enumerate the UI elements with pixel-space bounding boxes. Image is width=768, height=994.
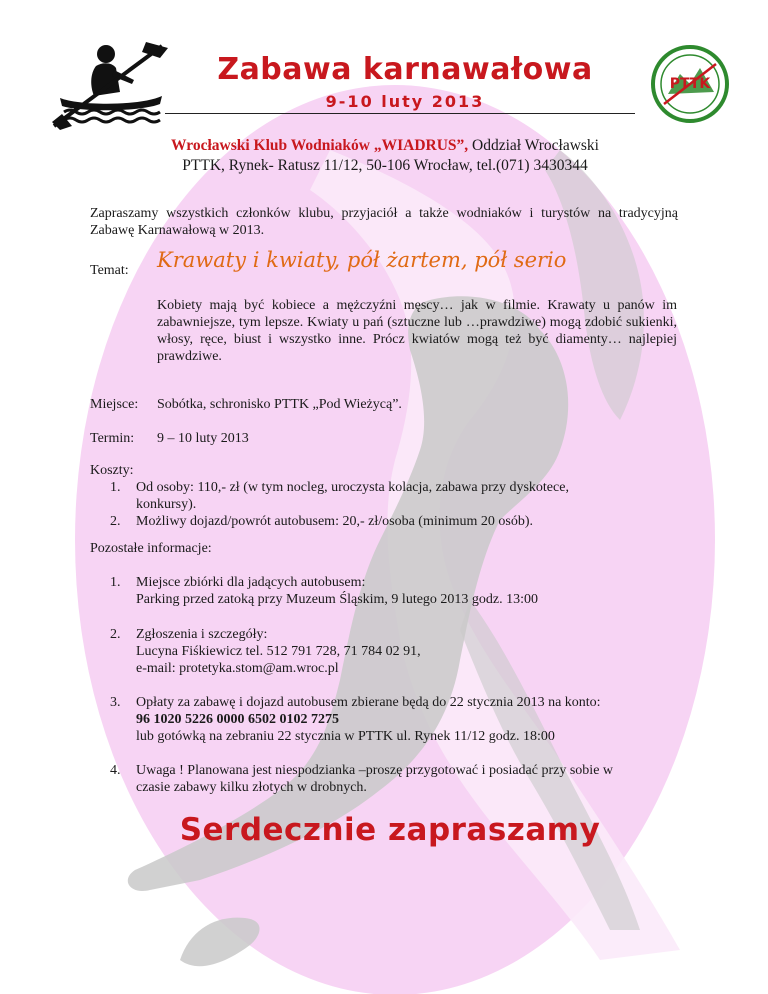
miejsce-value: Sobótka, schronisko PTTK „Pod Wieżycą”. [157,397,402,412]
koszty-item-1-line-1: Od osoby: 110,- zł (w tym nocleg, uroczysta kolacja, zabawa przy dyskotece, [136,480,569,495]
pozostale-item-2 [136,626,676,677]
list-number: 2. [110,514,121,529]
termin-label: Termin: [90,431,135,446]
item-line: Parking przed zatoką przy Muzeum Śląskim, 9 lutego 2013 godz. 13:00 [136,592,539,607]
item-line: Miejsce zbiórki dla jadących autobusem: [136,575,366,590]
item-line: lub gotówką na zebraniu 22 stycznia w PTTK ul. Rynek 11/12 godz. 18:00 [136,729,555,744]
list-number: 2. [110,627,121,642]
kayaker-logo-icon [50,40,170,130]
organizer-address: PTTK, Rynek- Ratusz 11/12, 50-106 Wrocław, tel.(071) 3430344 [182,157,588,174]
item-line: Zgłoszenia i szczegóły: [136,627,268,642]
organizer-line-1 [100,136,670,156]
temat-value: Krawaty i kwiaty, pół żartem, pół serio [157,248,567,272]
event-title: Zabawa karnawałowa [217,52,593,87]
miejsce-label: Miejsce: [90,397,139,412]
item-line: Opłaty za zabawę i dojazd autobusem zbierane będą do 22 stycznia 2013 na konto: [136,695,601,710]
pttk-logo-text: PTTK [669,76,711,92]
miejsce-row [90,396,138,413]
closing-invitation: Serdecznie zapraszamy [179,812,601,848]
temat-label: Temat: [90,263,129,278]
contact-email: e-mail: protetyka.stom@am.wroc.pl [136,661,339,676]
header-divider [165,113,635,114]
list-number: 1. [110,575,121,590]
item-line: Uwaga ! Planowana jest niespodzianka –proszę przygotować i posiadać przy sobie w [136,763,614,778]
club-branch: Oddział Wrocławski [468,137,599,154]
intro-paragraph: Zapraszamy wszystkich członków klubu, przyjaciół a także wodniaków i turystów na tradycyjną Zabawę Karnawałową w 2013. [90,206,678,238]
organizer-block [100,136,670,176]
item-line: czasie zabawy kilku złotych w drobnych. [136,780,367,795]
list-number: 1. [110,480,121,495]
pozostale-item-4 [136,762,676,796]
temat-description: Kobiety mają być kobiece a mężczyźni męscy… jak w filmie. Krawaty u panów im zabawniejsze, tym lepsze. Kwiaty u pań (sztuczne lub …prawdziwe) mogą zdobić sukienki, włosy, ręce, biust i wszystko inne. Prócz kwiatów mogą też być diamenty… najlepiej prawdziwe. [157,298,677,364]
pozostale-label: Pozostałe informacje: [90,541,212,556]
termin-value: 9 – 10 luty 2013 [157,431,249,446]
pttk-logo-icon [650,44,730,124]
item-line: Lucyna Fiśkiewicz tel. 512 791 728, 71 784 02 91, [136,644,421,659]
bank-account-number: 96 1020 5226 0000 6502 0102 7275 [136,712,339,727]
koszty-item-2: Możliwy dojazd/powrót autobusem: 20,- zł/osoba (minimum 20 osób). [136,514,534,529]
pozostale-item-3 [136,694,676,745]
list-number: 3. [110,695,121,710]
club-name: Wrocławski Klub Wodniaków „WIADRUS”, [171,137,469,154]
koszty-label: Koszty: [90,463,134,478]
koszty-item-1-line-2: konkursy). [136,497,197,512]
koszty-item-1 [136,479,656,513]
pozostale-item-1 [136,574,676,608]
event-date-line: 9-10 luty 2013 [325,92,485,111]
list-number: 4. [110,763,121,778]
